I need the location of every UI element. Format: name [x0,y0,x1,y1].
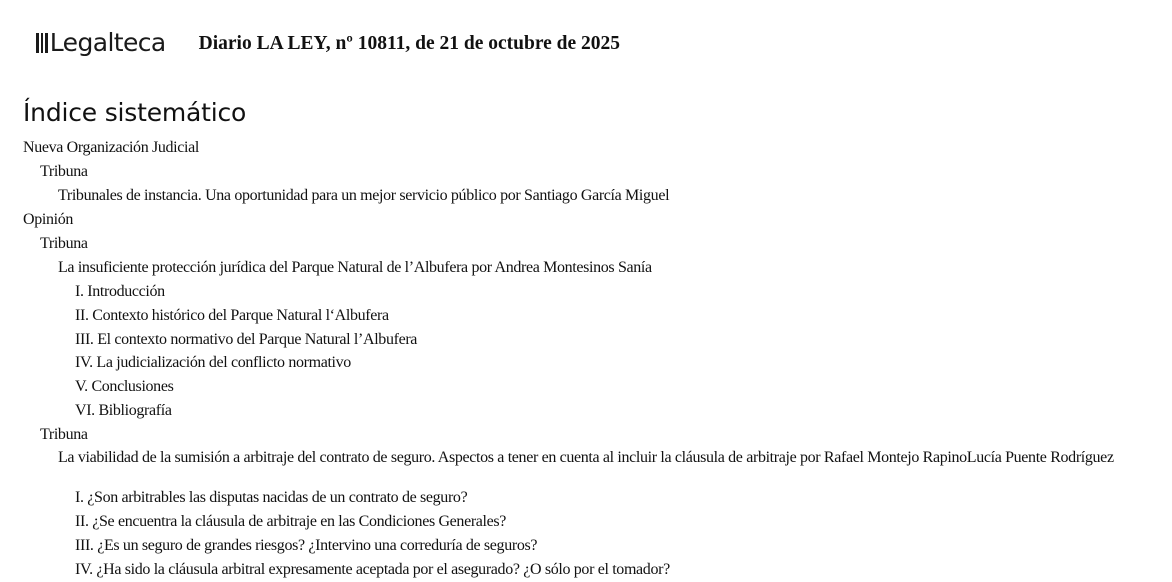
toc-article-section[interactable]: III. El contexto normativo del Parque Natural l’Albufera [75,331,418,348]
toc-article-section[interactable]: IV. La judicialización del conflicto normativo [75,354,351,371]
toc-article-section[interactable]: IV. ¿Ha sido la cláusula arbitral expresamente aceptada por el asegurado? ¿O sólo por el tomador? [75,561,670,578]
toc-article-section[interactable]: I. Introducción [75,283,165,300]
document-header [36,22,620,62]
toc-article-albufera[interactable]: La insuficiente protección jurídica del Parque Natural de l’Albufera por Andrea Montesinos Sanía [58,259,652,276]
toc-section-opinion[interactable]: Opinión [23,211,73,228]
issue-title: Diario LA LEY, nº 10811, de 21 de octubre de 2025 [198,33,621,54]
toc-article-tribunales-de-instancia[interactable]: Tribunales de instancia. Una oportunidad para un mejor servicio público por Santiago García Miguel [58,187,670,204]
toc-article-arbitraje-seguro[interactable]: La viabilidad de la sumisión a arbitraje del contrato de seguro. Aspectos a tener en cuenta al incluir la cláusula de arbitraje por Rafael Montejo RapinoLucía Puente Rodríguez [58,449,1114,466]
toc-article-section[interactable]: I. ¿Son arbitrables las disputas nacidas de un contrato de seguro? [75,489,468,506]
toc-article-section[interactable]: III. ¿Es un seguro de grandes riesgos? ¿Intervino una correduría de seguros? [75,537,538,554]
toc-subsection-tribuna[interactable]: Tribuna [40,163,88,180]
legalteca-logo[interactable] [36,27,166,57]
toc-article-section[interactable]: VI. Bibliografía [75,402,172,419]
page-title: Índice sistemático [23,98,247,127]
logo-text: Legalteca [49,27,166,57]
toc-article-section[interactable]: V. Conclusiones [75,378,174,395]
logo-bars-icon [36,31,48,53]
toc-subsection-tribuna[interactable]: Tribuna [40,426,88,443]
toc-article-section[interactable]: II. ¿Se encuentra la cláusula de arbitraje en las Condiciones Generales? [75,513,507,530]
toc-article-section[interactable]: II. Contexto histórico del Parque Natural l‘Albufera [75,307,389,324]
toc-subsection-tribuna[interactable]: Tribuna [40,235,88,252]
toc-section-nueva-organizacion-judicial[interactable]: Nueva Organización Judicial [23,139,199,156]
